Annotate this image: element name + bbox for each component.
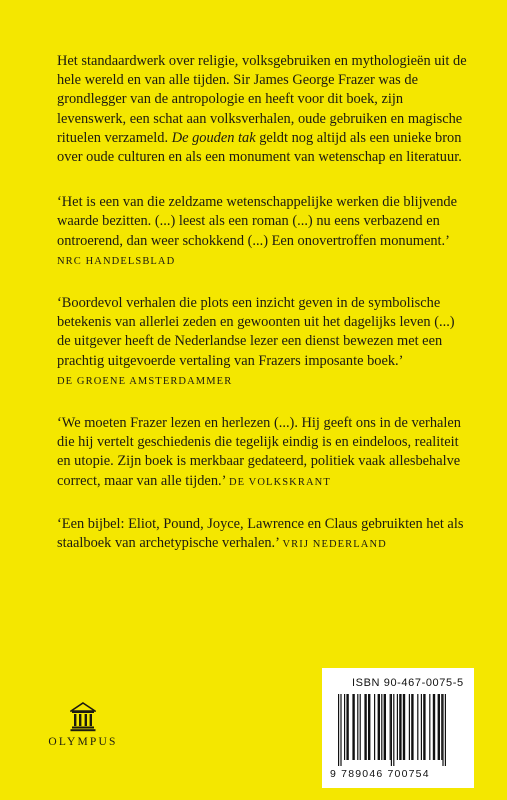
publisher-name: OLYMPUS (48, 736, 118, 748)
quote-text: ‘Boordevol verhalen die plots een inzicht geven in de symbolische betekenis van allerlei zeden en gewoonten uit het dagelijks leven (...) de uitgever heeft de Nederlandse lezer een dienst bewezen met een prachtig uitgevoerde vertaling van Frazers imposante boek.’ (57, 295, 455, 369)
barcode-number: 9 789046 700754 (330, 768, 430, 780)
quote-text: ‘Een bijbel: Eliot, Pound, Joyce, Lawrence en Claus gebruikten het als staalboek van archetypische verhalen.’ (57, 515, 464, 552)
quote-nrc (57, 193, 467, 271)
intro-text-continued: geldt nog altijd als een unieke bron over oude culturen en als een monument van wetenschap en literatuur. (57, 129, 462, 166)
intro-text: Het standaardwerk over religie, volksgebruiken en mythologieën uit de hele wereld en van alle tijden. Sir James George Frazer was de grondlegger van de antropologie en heeft voor dit boek, zijn levenswerk, een schat aan volksverhalen, oude gebruiken en magische rituelen verzameld. (57, 53, 467, 146)
quote-groene (57, 294, 467, 391)
blurb-area (57, 52, 467, 577)
quote-vrij-nederland (57, 515, 467, 554)
isbn-text: ISBN 90-467-0075-5 (352, 677, 464, 689)
quote-text: ‘We moeten Frazer lezen en herlezen (...). Hij geeft ons in de verhalen die hij vertelt geschiedenis die tegelijk eindig is en eindeloos, realiteit en utopie. Zijn boek is merkbaar gedateerd, politiek vaak allesbehalve correct, maar van alle tijden.’ (57, 415, 461, 489)
quote-source: NRC HANDELSBLAD (57, 255, 176, 267)
publisher-logo (38, 702, 128, 748)
barcode-bars (336, 694, 460, 766)
quote-source: DE GROENE AMSTERDAMMER (57, 375, 233, 387)
barcode-label (322, 668, 474, 788)
quote-source: DE VOLKSKRANT (228, 476, 331, 488)
quote-text: ‘Het is een van die zeldzame wetenschappelijke werken die blijvende waarde bezitten. (...) leest als een roman (...) nu eens verbazend en ontroerend, dan weer schokkend (...) Een onovertroffen monument.’ (57, 194, 457, 249)
quote-volkskrant (57, 414, 467, 492)
quote-source: VRIJ NEDERLAND (282, 539, 387, 551)
book-title: De gouden tak (171, 129, 256, 146)
intro-paragraph (57, 52, 467, 167)
temple-icon (70, 702, 96, 732)
